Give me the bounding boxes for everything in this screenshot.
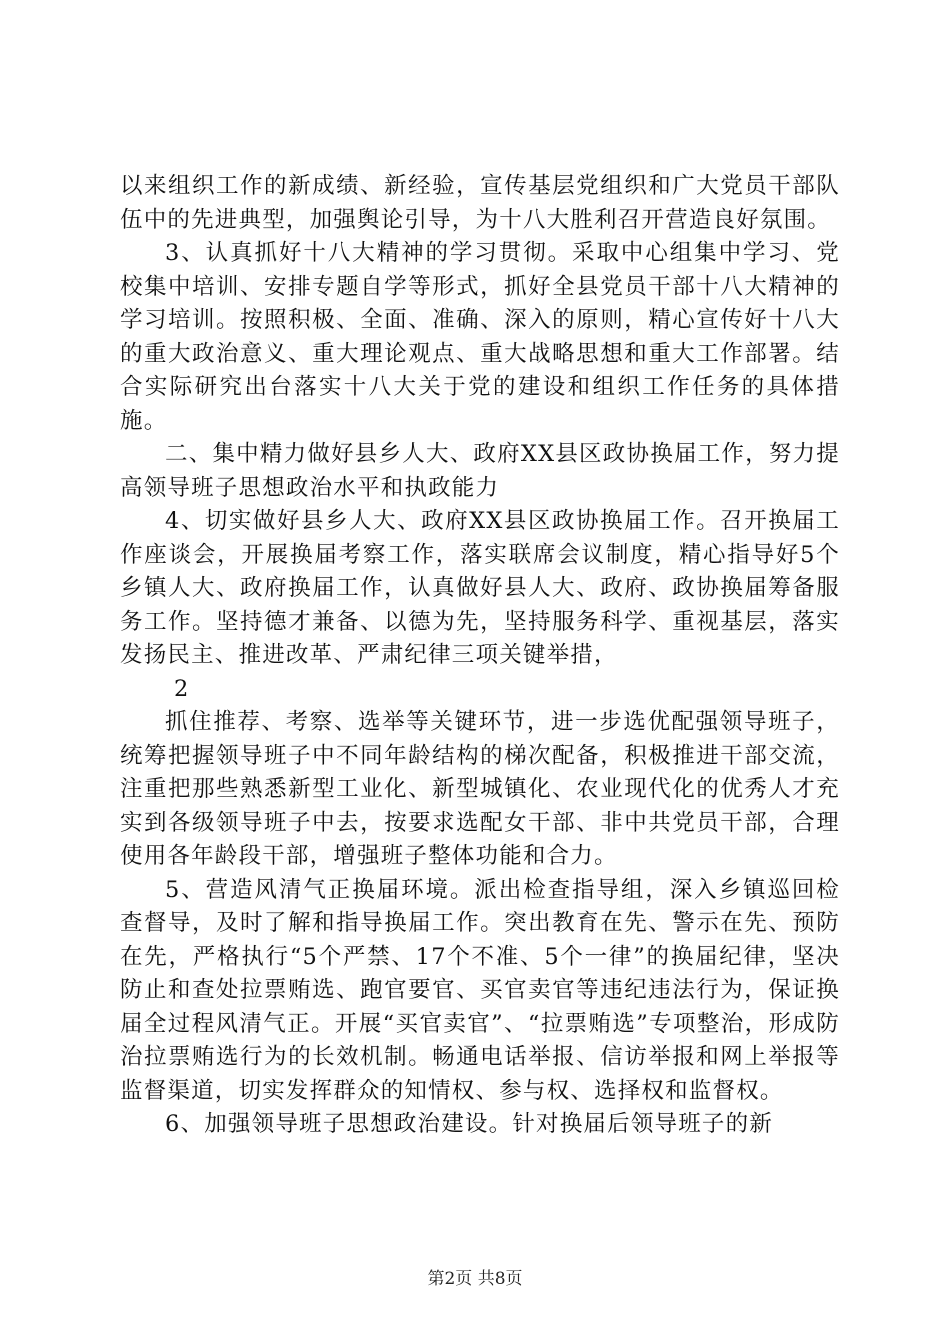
section-heading-2: 二、集中精力做好县乡人大、政府XX县区政协换届工作，努力提高领导班子思想政治水平和执政能力 xyxy=(120,441,840,501)
paragraph-1: 以来组织工作的新成绩、新经验，宣传基层党组织和广大党员干部队伍中的先进典型，加强舆论引导，为十八大胜利召开营造良好氛围。 xyxy=(120,173,840,233)
inline-page-number: 2 xyxy=(174,675,189,702)
paragraph-7: 6、加强领导班子思想政治建设。针对换届后领导班子的新 xyxy=(165,1111,774,1137)
document-body xyxy=(120,170,840,1142)
paragraph-5: 抓住推荐、考察、选举等关键环节，进一步选优配强领导班子，统筹把握领导班子中不同年龄结构的梯次配备，积极推进干部交流，注重把那些熟悉新型工业化、新型城镇化、农业现代化的优秀人才充实到各级领导班子中去，按要求选配女干部、非中共党员干部，合理使用各年龄段干部，增强班子整体功能和合力。 xyxy=(120,709,840,869)
paragraph-6: 5、营造风清气正换届环境。派出检查指导组，深入乡镇巡回检查督导，及时了解和指导换届工作。突出教育在先、警示在先、预防在先，严格执行“5个严禁、17个不准、5个一律”的换届纪律，坚决防止和查处拉票贿选、跑官要官、买官卖官等违纪违法行为，保证换届全过程风清气正。开展“买官卖官”、“拉票贿选”专项整治，形成防治拉票贿选行为的长效机制。畅通电话举报、信访举报和网上举报等监督渠道，切实发挥群众的知情权、参与权、选择权和监督权。 xyxy=(120,876,840,1104)
paragraph-4: 4、切实做好县乡人大、政府XX县区政协换届工作。召开换届工作座谈会，开展换届考察工作，落实联席会议制度，精心指导好5个乡镇人大、政府换届工作，认真做好县人大、政府、政协换届筹备服务工作。坚持德才兼备、以德为先，坚持服务科学、重视基层，落实发扬民主、推进改革、严肃纪律三项关键举措， xyxy=(120,508,840,668)
paragraph-2: 3、认真抓好十八大精神的学习贯彻。采取中心组集中学习、党校集中培训、安排专题自学等形式，抓好全县党员干部十八大精神的学习培训。按照积极、全面、准确、深入的原则，精心宣传好十八大的重大政治意义、重大理论观点、重大战略思想和重大工作部署。结合实际研究出台落实十八大关于党的建设和组织工作任务的具体措施。 xyxy=(120,240,840,434)
page-footer: 第2页 共8页 xyxy=(427,1269,523,1289)
